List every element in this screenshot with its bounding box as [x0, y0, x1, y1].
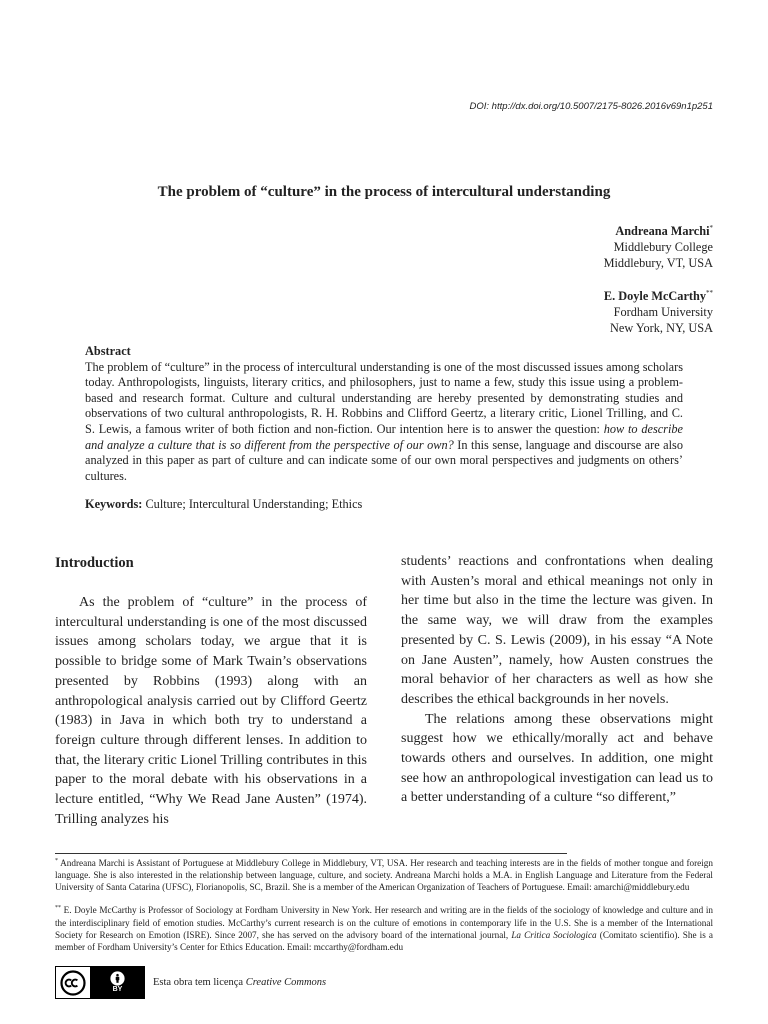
- footnote-mark: *: [709, 224, 713, 232]
- body-column-right: [401, 552, 713, 808]
- keywords-text: Culture; Intercultural Understanding; Ethics: [142, 497, 363, 512]
- author-block: [604, 220, 713, 271]
- footnote: * Andreana Marchi is Assistant of Portuguese at Middlebury College in Middlebury, VT, USA. Her research and teaching interests are in the fields of mother tongue and foreign language. She is also interested in the relationship between language, culture, and society. Andreana Marchi holds a M.A. in English Language and Literature from the Federal University of Santa Catarina (UFSC), Florianopolis, SC, Brazil. She is a member of the American Organization of Teachers of Portuguese. Email: amarchi@middlebury.edu: [55, 858, 713, 893]
- license-text: Esta obra tem licença Creative Commons: [153, 977, 327, 988]
- author-list: [604, 220, 713, 336]
- body-paragraph: The relations among these observations might suggest how we ethically/morally act and behave towards others and ourselves. In addition, one might see how an anthropological investigation can lead us to a better understanding of a culture “so different,”: [401, 711, 713, 806]
- author-block: [604, 285, 713, 336]
- footnote-mark: **: [706, 289, 713, 298]
- cc-logo-icon: [56, 967, 91, 998]
- section-heading: Introduction: [55, 555, 134, 571]
- paper-title: The problem of “culture” in the process of intercultural understanding: [157, 184, 611, 200]
- author-location: Middlebury, VT, USA: [603, 256, 713, 271]
- abstract-section: [85, 344, 683, 513]
- person-icon: [110, 971, 125, 986]
- license-bar: [55, 966, 326, 999]
- abstract-heading: Abstract: [85, 344, 131, 358]
- abstract-question: how to describe and analyze a culture that is so different from the perspective of our own?: [85, 421, 683, 452]
- abstract-text: The problem of “culture” in the process of intercultural understanding is one of the most discussed issues among scholars today. Anthropologists, linguists, literary critics, and philosophers, just to name a few, study this issue using a problem-based and research format. Culture and cultural understanding are hereby presented by demonstrating studies and observations of two cultural anthropologists, R. H. Robbins and Clifford Geertz, a literary critic, Lionel Trilling, and C. S. Lewis, a famous writer of both fiction and non-fiction. Our intention here is to answer the question: how to describe and analyze a culture that is so different from the perspective of our own? In this sense, language and discourse are also analyzed in this paper as part of culture and can indicate some of our own moral perspectives and judgments on others’ cultures.: [85, 359, 683, 483]
- author-name: Andreana Marchi*: [615, 224, 713, 239]
- footnotes: [55, 855, 713, 953]
- body-column-left: [55, 552, 367, 829]
- keywords-label: Keywords:: [85, 497, 143, 512]
- body-paragraph: As the problem of “culture” in the process of intercultural understanding is one of the most discussed issues among scholars today, we argue that it is possible to bridge some of Mark Twain’s observations presented by Robbins (1993) along with an anthropological analysis carried out by Clifford Geertz (1983) in Java in which both try to understand a foreign culture through different lenses. In addition to that, the literary critic Lionel Trilling contributes in this paper to the moral debate with his observations in a lecture entitled, “Why We Read Jane Austen” (1974). Trilling analyzes his: [55, 595, 367, 827]
- author-location: New York, NY, USA: [610, 321, 713, 336]
- keywords: [85, 497, 683, 513]
- author-name: E. Doyle McCarthy**: [603, 289, 713, 304]
- cc-by-section: [91, 967, 144, 998]
- doi-line: DOI: http://dx.doi.org/10.5007/2175-8026.2016v69n1p251: [469, 101, 713, 112]
- author-affiliation: Middlebury College: [613, 240, 713, 255]
- body-paragraph: students’ reactions and confrontations when dealing with Austen’s moral and ethical meanings not only in her time but also in the time the lecture was given. In the same way, we will draw from the examples presented by C. S. Lewis (2009), in his essay “A Note on Jane Austen”, namely, how Austen construes the moral behavior of her characters as well as how she describes the ethical backgrounds in her novels.: [401, 554, 713, 707]
- footnote-divider: [55, 853, 567, 854]
- footnote: ** E. Doyle McCarthy is Professor of Sociology at Fordham University in New York. Her research and writing are in the fields of the sociology of knowledge and culture and in the interdisciplinary field of emotion studies. McCarthy’s current research is on the culture of emotions in contemporary life in the U.S. She is a member of the International Society for Research on Emotion (ISRE). Since 2007, she has served on the advisory board of the international journal, La Critica Sociologica (Comitato scientifio). She is a member of Fordham University’s Center for Ethics Education. Email: mccarthy@fordham.edu: [55, 905, 713, 952]
- author-affiliation: Fordham University: [613, 305, 713, 320]
- creative-commons-badge[interactable]: [55, 966, 145, 999]
- cc-by-label: BY: [112, 986, 123, 993]
